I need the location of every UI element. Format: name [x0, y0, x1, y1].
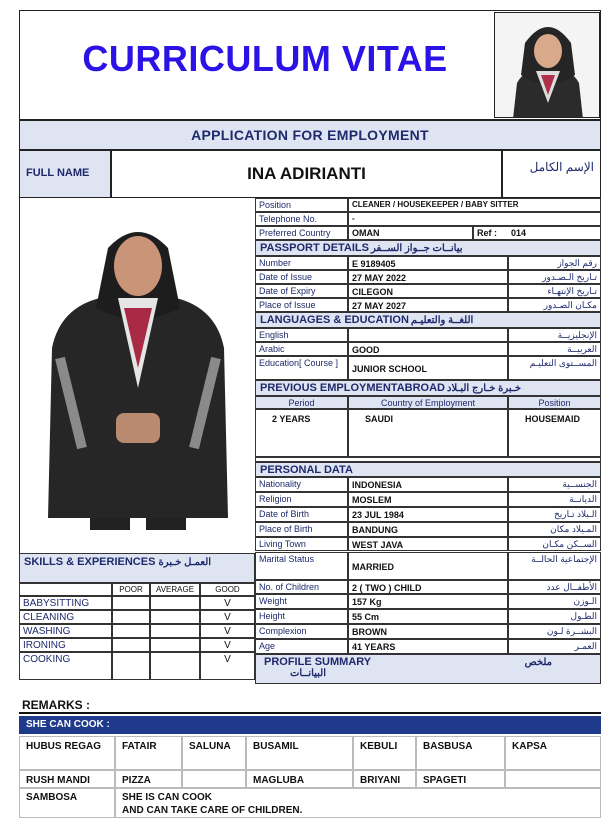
field-value: 23 JUL 1984 — [348, 507, 508, 522]
employment-header-ar: خـبرة خـارج البـلاد — [446, 383, 522, 394]
skills-column-header: GOOD — [200, 583, 255, 596]
field-label: Weight — [255, 594, 348, 609]
remarks-cell: KAPSA — [505, 736, 601, 770]
remarks-cell: BUSAMIL — [246, 736, 353, 770]
languages-header-en: LANGUAGES & EDUCATION — [260, 314, 409, 326]
field-value: JUNIOR SCHOOL — [348, 356, 508, 380]
field-arabic: المســتوى التعليـم — [508, 356, 601, 380]
field-label: Date of Issue — [255, 270, 348, 284]
employment-position: HOUSEMAID — [508, 409, 601, 457]
field-arabic: الطـول — [508, 609, 601, 624]
field-label: Arabic — [255, 342, 348, 356]
skill-good: V — [200, 652, 255, 680]
passport-header-ar: بيانــات جــواز الســفر — [371, 243, 463, 254]
field-label: Telephone No. — [255, 212, 348, 226]
remarks-bar-text: SHE CAN COOK : — [26, 719, 110, 730]
employment-country: SAUDI — [348, 409, 508, 457]
applicant-photo — [19, 198, 255, 553]
skill-average — [150, 596, 200, 610]
field-value: BANDUNG — [348, 522, 508, 537]
languages-header-ar: اللغــة والتعليـم — [410, 315, 474, 326]
field-label: Marital Status — [255, 552, 348, 580]
remarks-last-text — [115, 788, 601, 818]
remarks-line-1: SHE IS CAN COOK — [122, 792, 213, 803]
field-arabic: مكـان الصـدور — [508, 298, 601, 312]
field-value: WEST JAVA — [348, 537, 508, 552]
field-label: Nationality — [255, 477, 348, 492]
field-label: Living Town — [255, 537, 348, 552]
field-arabic: الـوزن — [508, 594, 601, 609]
field-label: Preferred Country — [255, 226, 348, 240]
field-label: Place of Issue — [255, 298, 348, 312]
name-arabic: الإسم الكامل — [529, 160, 594, 174]
remarks-label: REMARKS : — [22, 698, 90, 712]
personal-header — [255, 462, 601, 477]
ref-label: Ref : — [477, 228, 497, 238]
skill-poor — [112, 596, 150, 610]
name-label: FULL NAME — [26, 167, 90, 179]
field-label: Complexion — [255, 624, 348, 639]
name-arabic-cell — [502, 150, 601, 198]
field-label: Date of Expiry — [255, 284, 348, 298]
field-label: Religion — [255, 492, 348, 507]
remarks-last-label: SAMBOSA — [19, 788, 115, 818]
languages-header — [255, 312, 601, 328]
field-value: GOOD — [348, 342, 508, 356]
remarks-cell: SPAGETI — [416, 770, 505, 788]
skill-average — [150, 610, 200, 624]
field-value: INDONESIA — [348, 477, 508, 492]
skill-average — [150, 624, 200, 638]
profile-header-en: PROFILE SUMMARY — [264, 656, 372, 668]
field-arabic: الديانــة — [508, 492, 601, 507]
employment-column-header: Country of Employment — [348, 396, 508, 409]
remarks-cell: BRIYANI — [353, 770, 416, 788]
name-value: INA ADIRIANTI — [247, 164, 366, 183]
field-label: Height — [255, 609, 348, 624]
remarks-cell — [505, 770, 601, 788]
remarks-cell: BASBUSA — [416, 736, 505, 770]
remarks-cell: PIZZA — [115, 770, 182, 788]
field-label: Position — [255, 198, 348, 212]
field-label: English — [255, 328, 348, 342]
field-value: 27 MAY 2027 — [348, 298, 508, 312]
field-arabic: البشــرة لـون — [508, 624, 601, 639]
field-arabic: تـاريخ الـصـدور — [508, 270, 601, 284]
field-value: BROWN — [348, 624, 508, 639]
employment-period: 2 YEARS — [255, 409, 348, 457]
field-label: No. of Children — [255, 580, 348, 595]
remarks-cell: HUBUS REGAG — [19, 736, 115, 770]
field-label: Date of Birth — [255, 507, 348, 522]
employment-header-en: PREVIOUS EMPLOYMENTABROAD — [260, 382, 445, 394]
field-value: MOSLEM — [348, 492, 508, 507]
field-arabic: الســكن مكـان — [508, 537, 601, 552]
field-label: Place of Birth — [255, 522, 348, 537]
skills-header — [19, 553, 255, 583]
skill-label: WASHING — [19, 624, 112, 638]
field-label: Education[ Course ] — [255, 356, 348, 380]
field-value: 27 MAY 2022 — [348, 270, 508, 284]
employment-header — [255, 380, 601, 396]
remarks-divider — [19, 712, 601, 714]
skill-poor — [112, 652, 150, 680]
remarks-cell: RUSH MANDI — [19, 770, 115, 788]
page-subtitle: APPLICATION FOR EMPLOYMENT — [191, 127, 429, 143]
skill-label: COOKING — [19, 652, 112, 680]
profile-header-ar-right: ملخص — [524, 657, 552, 668]
field-arabic: الجنســية — [508, 477, 601, 492]
field-label: Number — [255, 256, 348, 270]
field-value — [348, 328, 508, 342]
passport-header-en: PASSPORT DETAILS — [260, 242, 369, 254]
skills-column-header: AVERAGE — [150, 583, 200, 596]
profile-header-ar: البيانــات — [290, 668, 327, 679]
field-value: - — [348, 212, 601, 226]
field-arabic: العربيــة — [508, 342, 601, 356]
skill-poor — [112, 610, 150, 624]
remarks-line-2: AND CAN TAKE CARE OF CHILDREN. — [122, 805, 303, 816]
remarks-cell: KEBULI — [353, 736, 416, 770]
ref-value: 014 — [511, 228, 527, 238]
field-arabic: الإنجليزيــة — [508, 328, 601, 342]
skills-column-header: POOR — [112, 583, 150, 596]
field-value: MARRIED — [348, 552, 508, 580]
field-arabic: الأطفــال عدد — [508, 580, 601, 595]
field-value: 55 Cm — [348, 609, 508, 624]
field-value: 41 YEARS — [348, 639, 508, 654]
skill-good: V — [200, 624, 255, 638]
skill-good: V — [200, 638, 255, 652]
field-arabic: المـيلاد مكان — [508, 522, 601, 537]
page-title: CURRICULUM VITAE — [82, 38, 448, 79]
field-value: CILEGON — [348, 284, 508, 298]
field-arabic: الإجتماعية الحالــة — [508, 552, 601, 580]
skills-header-en: SKILLS & EXPERIENCES — [24, 556, 156, 568]
skill-label: IRONING — [19, 638, 112, 652]
skill-label: CLEANING — [19, 610, 112, 624]
skill-average — [150, 638, 200, 652]
remarks-cell — [182, 770, 246, 788]
skill-label: BABYSITTING — [19, 596, 112, 610]
field-arabic: رقم الجواز — [508, 256, 601, 270]
remarks-cell: FATAIR — [115, 736, 182, 770]
field-arabic: تـاريخ الإنتهـاء — [508, 284, 601, 298]
ref-cell — [473, 226, 601, 240]
field-value: OMAN — [348, 226, 473, 240]
skills-column-blank — [19, 583, 112, 596]
field-value: E 9189405 — [348, 256, 508, 270]
remarks-cell: MAGLUBA — [246, 770, 353, 788]
skills-header-ar: العمـل خـبرة — [158, 557, 212, 568]
remarks-cell: SALUNA — [182, 736, 246, 770]
profile-header — [255, 654, 601, 684]
skill-average — [150, 652, 200, 680]
passport-header — [255, 240, 601, 256]
employment-column-header: Position — [508, 396, 601, 409]
skill-poor — [112, 638, 150, 652]
field-value: 2 ( TWO ) CHILD — [348, 580, 508, 595]
employment-column-header: Period — [255, 396, 348, 409]
skill-good: V — [200, 610, 255, 624]
field-arabic: العمـر — [508, 639, 601, 654]
field-label: Age — [255, 639, 348, 654]
skill-poor — [112, 624, 150, 638]
field-value: 157 Kg — [348, 594, 508, 609]
personal-header-en: PERSONAL DATA — [260, 464, 353, 476]
field-value: CLEANER / HOUSEKEEPER / BABY SITTER — [348, 198, 601, 212]
skill-good: V — [200, 596, 255, 610]
field-arabic: الـبلاد تـاريخ — [508, 507, 601, 522]
portrait-small — [494, 12, 600, 118]
